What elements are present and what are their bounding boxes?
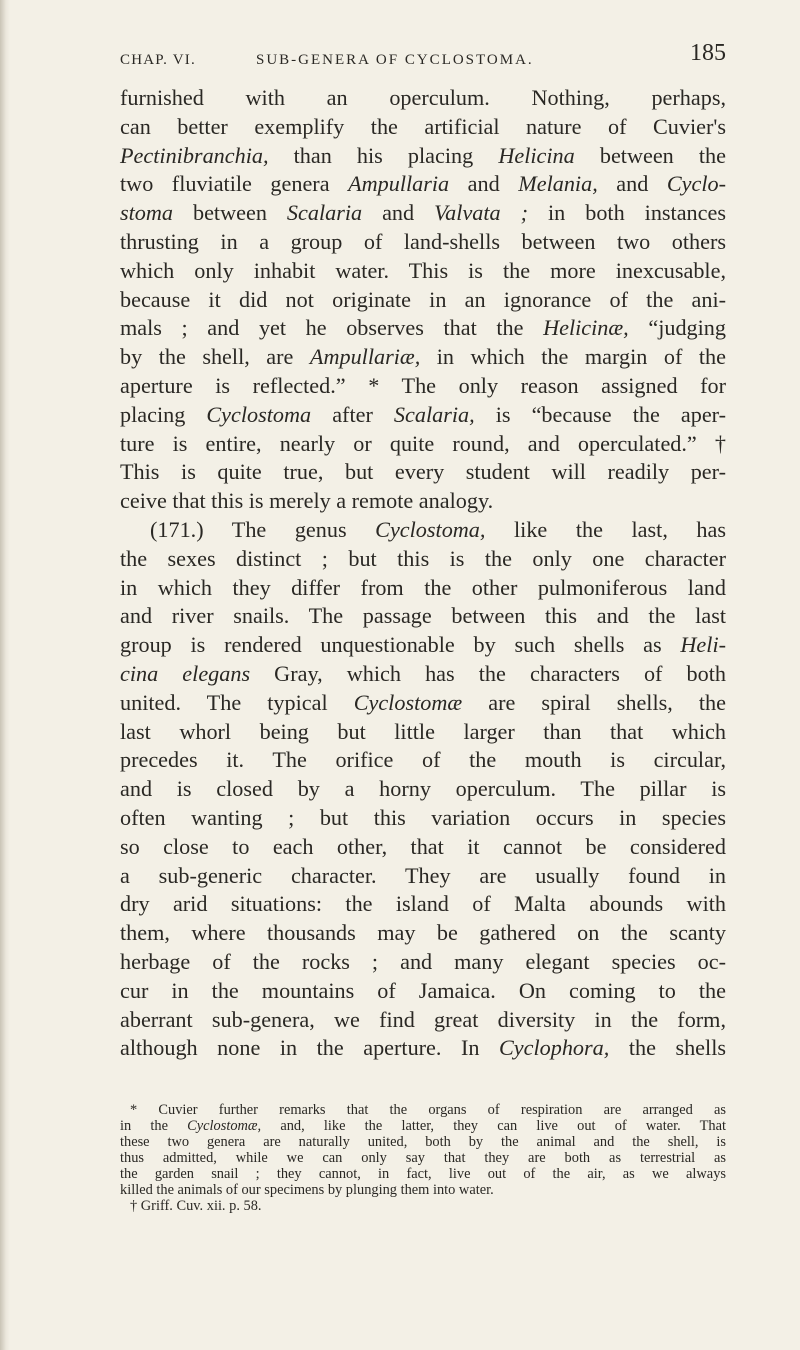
taxon-italic: Cyclo- <box>666 171 726 197</box>
text-line: ceive that this is merely a remote analogy. <box>120 488 494 514</box>
text-line: cina elegans Gray, which has the characters of both <box>120 660 726 686</box>
text-line: (171.) The genus Cyclostoma, like the last, has <box>150 516 726 542</box>
taxon-italic: Cyclostomæ, <box>187 1118 262 1134</box>
body-text <box>120 84 726 1063</box>
taxon-italic: Valvata ; <box>434 200 529 226</box>
footnote-line: in the Cyclostomæ, and, like the latter, they can live out of water. That <box>120 1118 726 1134</box>
text-line: two fluviatile genera Ampullaria and Melania, and Cyclo- <box>120 171 726 197</box>
taxon-italic: Ampullariæ, <box>309 344 421 370</box>
text-line: and is closed by a horny operculum. The pillar is <box>120 776 726 802</box>
text-line: group is rendered unquestionable by such shells as Heli- <box>120 632 726 658</box>
taxon-italic: Cyclostoma, <box>375 516 486 542</box>
text-line: a sub-generic character. They are usually found in <box>120 862 726 888</box>
running-title: SUB-GENERA OF CYCLOSTOMA. <box>256 52 534 68</box>
text-line: by the shell, are Ampullariæ, in which the margin of the <box>120 344 726 370</box>
text-line: because it did not originate in an ignorance of the ani- <box>120 286 726 312</box>
footnote-line: * Cuvier further remarks that the organs of respiration are arranged as <box>130 1102 726 1118</box>
text-line: so close to each other, that it cannot be considered <box>120 833 726 859</box>
taxon-italic: Heli- <box>680 632 726 658</box>
running-head <box>120 38 726 74</box>
text-line: and river snails. The passage between this and the last <box>120 603 726 629</box>
taxon-italic: Helicinæ, <box>543 315 629 341</box>
text-line: united. The typical Cyclostomæ are spiral shells, the <box>120 689 726 715</box>
taxon-italic: stoma <box>120 200 174 226</box>
text-line: which only inhabit water. This is the more inexcusable, <box>120 257 726 283</box>
text-line: in which they differ from the other pulmoniferous land <box>120 574 726 600</box>
text-line: placing Cyclostoma after Scalaria, is “because the aper- <box>120 401 727 427</box>
text-line: mals ; and yet he observes that the Helicinæ, “judging <box>120 315 726 341</box>
taxon-italic: Cyclostoma <box>206 401 312 427</box>
taxon-italic: Scalaria, <box>393 401 475 427</box>
taxon-italic: Cyclophora, <box>498 1035 610 1061</box>
chapter-label: CHAP. VI. <box>120 52 196 68</box>
text-line: although none in the aperture. In Cyclophora, the shells <box>120 1035 726 1061</box>
text-line: precedes it. The orifice of the mouth is circular, <box>120 747 726 773</box>
text-line: the sexes distinct ; but this is the only one character <box>120 545 726 571</box>
text-line: aberrant sub-genera, we find great diversity in the form, <box>120 1006 726 1032</box>
text-line: This is quite true, but every student will readily per- <box>120 459 726 485</box>
footnote-line: † Griff. Cuv. xii. p. 58. <box>130 1198 262 1214</box>
text-line: Pectinibranchia, than his placing Helicina between the <box>120 142 726 168</box>
text-line: can better exemplify the artificial nature of Cuvier's <box>120 113 726 139</box>
footnotes <box>120 1102 726 1214</box>
page-number: 185 <box>690 40 726 66</box>
text-line: furnished with an operculum. Nothing, perhaps, <box>120 85 726 110</box>
text-line: aperture is reflected.” * The only reason assigned for <box>120 372 726 398</box>
taxon-italic: Helicina <box>498 142 575 168</box>
text-line: thrusting in a group of land-shells between two others <box>120 228 726 254</box>
taxon-italic: Scalaria <box>286 200 363 226</box>
text-line: stoma between Scalaria and Valvata ; in both instances <box>120 200 726 226</box>
text-line: cur in the mountains of Jamaica. On coming to the <box>120 977 726 1003</box>
text-line: last whorl being but little larger than that which <box>120 718 726 744</box>
taxon-italic: Cyclostomæ <box>353 689 463 715</box>
taxon-italic: Melania, <box>518 171 598 197</box>
text-line: ture is entire, nearly or quite round, and operculated.” † <box>120 430 726 456</box>
footnote-line: the garden snail ; they cannot, in fact, live out of the air, as we always <box>120 1166 726 1182</box>
page-binding-edge <box>0 0 10 1350</box>
footnote-line: killed the animals of our specimens by plunging them into water. <box>120 1182 494 1198</box>
taxon-italic: cina elegans <box>120 660 251 686</box>
taxon-italic: Pectinibranchia, <box>120 142 269 168</box>
text-line: them, where thousands may be gathered on the scanty <box>120 920 726 946</box>
text-line: often wanting ; but this variation occurs in species <box>120 804 726 830</box>
footnote-line: these two genera are naturally united, both by the animal and the shell, is <box>120 1134 726 1150</box>
footnote-line: thus admitted, while we can only say that they are both as terrestrial as <box>120 1150 726 1166</box>
taxon-italic: Ampullaria <box>348 171 450 197</box>
text-line: herbage of the rocks ; and many elegant species oc- <box>120 948 726 974</box>
text-line: dry arid situations: the island of Malta abounds with <box>120 891 726 917</box>
